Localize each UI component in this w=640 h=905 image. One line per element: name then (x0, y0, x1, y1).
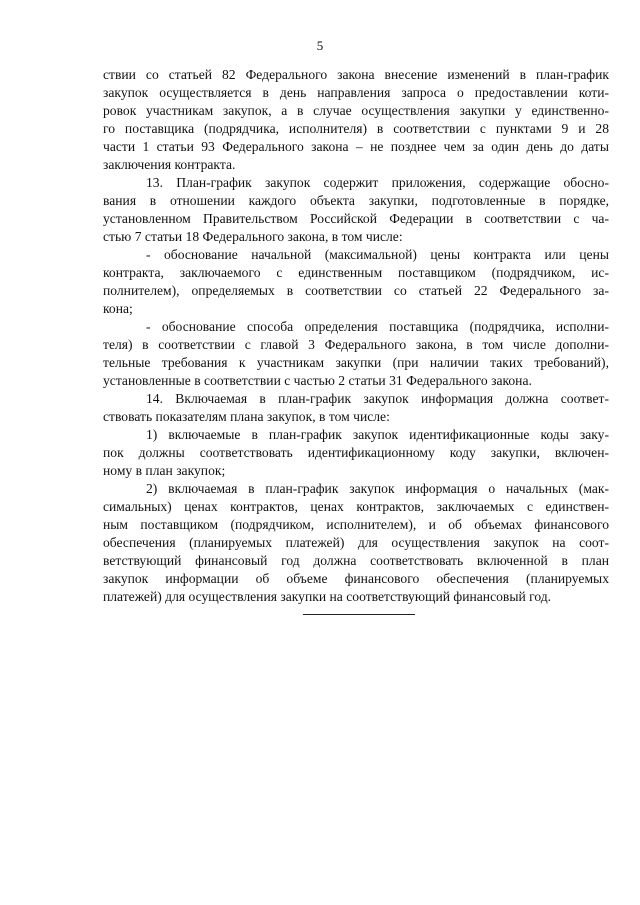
text-line: заключения контракта. (103, 157, 236, 172)
text-line: закупок осуществляется в день направления запроса о предоставлении коти- (103, 85, 609, 100)
text-line: 13. План-график закупок содержит приложения, содержащие обосно- (146, 175, 609, 190)
text-line: контракта, заключаемого с единственным поставщиком (подрядчиком, ис- (103, 265, 609, 280)
text-line: установленные в соответствии с частью 2 статьи 31 Федерального закона. (103, 373, 532, 388)
text-line: теля) в соответствии с главой 3 Федерального закона, в том числе дополни- (103, 337, 609, 352)
text-line: ствии со статьей 82 Федерального закона внесение изменений в план-график (103, 67, 609, 82)
end-separator-line (303, 614, 415, 615)
text-line: пок должны соответствовать идентификационному коду закупки, включен- (103, 445, 609, 460)
page-number: 5 (316, 38, 324, 53)
text-line: - обоснование способа определения поставщика (подрядчика, исполни- (146, 319, 609, 334)
text-line: закупок информации об объеме финансового обеспечения (планируемых (103, 571, 609, 586)
text-line: ному в план закупок; (103, 463, 226, 478)
text-line: симальных) ценах контрактов, ценах контрактов, заключаемых с единствен- (103, 499, 609, 514)
text-line: тельные требования к участникам закупки (при наличии таких требований), (103, 355, 609, 370)
text-line: 2) включаемая в план-график закупок информация о начальных (мак- (146, 481, 609, 496)
text-line: кона; (103, 301, 133, 316)
text-line: 1) включаемые в план-график закупок идентификационные коды заку- (146, 427, 609, 442)
text-line: ным поставщиком (подрядчиком, исполнителем), и об объемах финансового (103, 517, 609, 532)
text-line: обеспечения (планируемых платежей) для осуществления закупок на соот- (103, 535, 609, 550)
text-line: вания в отношении каждого объекта закупки, подготовленные в порядке, (103, 193, 609, 208)
text-line: го поставщика (подрядчика, исполнителя) в соответствии с пунктами 9 и 28 (103, 121, 609, 136)
text-line: 14. Включаемая в план-график закупок информация должна соответ- (146, 391, 609, 406)
text-line: ветствующий финансовый год должна соответствовать включенной в план (103, 553, 609, 568)
text-line: части 1 статьи 93 Федерального закона – не позднее чем за один день до даты (103, 139, 609, 154)
text-line: полнителем), определяемых в соответствии со статьей 22 Федерального за- (103, 283, 609, 298)
text-line: ровок участникам закупок, а в случае осуществления закупки у единственно- (103, 103, 609, 118)
text-line: платежей) для осуществления закупки на соответствующий финансовый год. (103, 589, 552, 604)
text-line: ствовать показателям плана закупок, в том числе: (103, 409, 390, 424)
body-text (103, 66, 609, 606)
text-line: стью 7 статьи 18 Федерального закона, в том числе: (103, 229, 403, 244)
text-line: установленном Правительством Российской Федерации в соответствии с ча- (103, 211, 609, 226)
text-line: - обоснование начальной (максимальной) цены контракта или цены (146, 247, 609, 262)
